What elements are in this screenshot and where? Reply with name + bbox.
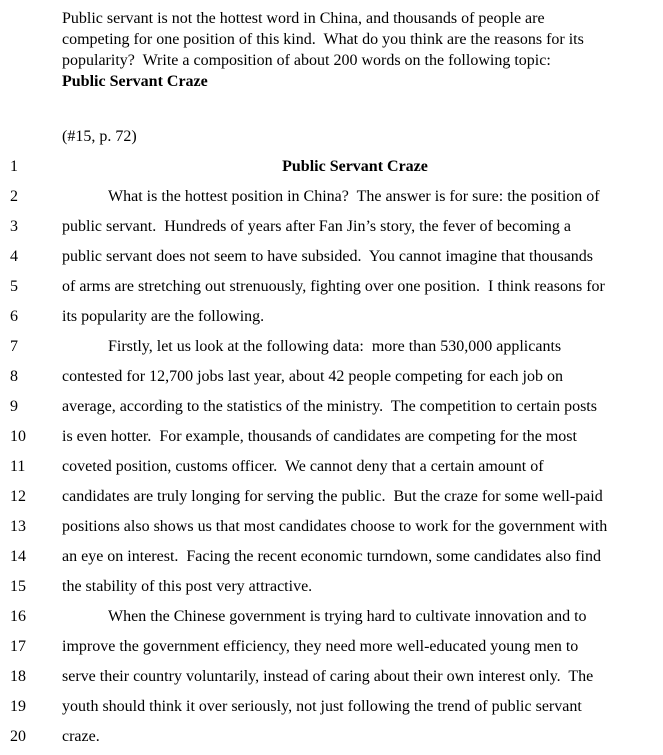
prompt-line: popularity? Write a composition of about 200 words on the following topic:	[62, 52, 551, 69]
essay-line	[0, 722, 663, 752]
line-number: 16	[10, 608, 26, 625]
line-text: public servant does not seem to have subsided. You cannot imagine that thousands	[62, 248, 594, 265]
line-text: youth should think it over seriously, not just following the trend of public servant	[62, 698, 582, 715]
essay-line	[0, 392, 663, 422]
essay-line	[0, 542, 663, 572]
essay-line	[0, 242, 663, 272]
line-number: 6	[10, 308, 18, 325]
line-text: the stability of this post very attractive.	[62, 578, 313, 595]
line-text: contested for 12,700 jobs last year, about 42 people competing for each job on	[62, 368, 563, 385]
essay-line	[0, 572, 663, 602]
essay-line	[0, 302, 663, 332]
line-number: 17	[10, 638, 26, 655]
line-number: 15	[10, 578, 26, 595]
line-number: 18	[10, 668, 26, 685]
line-number: 9	[10, 398, 18, 415]
line-number: 11	[10, 458, 26, 475]
line-number: 20	[10, 728, 26, 745]
line-text: coveted position, customs officer. We cannot deny that a certain amount of	[62, 458, 544, 475]
line-text: improve the government efficiency, they need more well-educated young men to	[62, 638, 579, 655]
prompt-line: Public servant is not the hottest word in China, and thousands of people are	[62, 10, 545, 27]
essay-line	[0, 482, 663, 512]
essay-title: Public Servant Craze	[282, 158, 428, 175]
line-number: 13	[10, 518, 26, 535]
essay-line	[0, 512, 663, 542]
line-number: 10	[10, 428, 26, 445]
essay-line	[0, 332, 663, 362]
prompt-block	[62, 8, 655, 92]
prompt-line: competing for one position of this kind. What do you think are the reasons for its	[62, 31, 584, 48]
line-text: public servant. Hundreds of years after Fan Jin’s story, the fever of becoming a	[62, 218, 572, 235]
line-text: an eye on interest. Facing the recent economic turndown, some candidates also find	[62, 548, 601, 565]
line-number: 5	[10, 278, 18, 295]
line-number: 7	[10, 338, 18, 355]
line-number: 8	[10, 368, 18, 385]
essay-line	[0, 422, 663, 452]
line-text: candidates are truly longing for serving the public. But the craze for some well-paid	[62, 488, 603, 505]
prompt-topic-title: Public Servant Craze	[62, 73, 208, 90]
line-number: 3	[10, 218, 18, 235]
line-text: its popularity are the following.	[62, 308, 265, 325]
line-text: Firstly, let us look at the following data: more than 530,000 applicants	[108, 338, 562, 355]
essay-line	[0, 452, 663, 482]
essay-line	[0, 182, 663, 212]
line-text: average, according to the statistics of the ministry. The competition to certain posts	[62, 398, 597, 415]
essay-block	[0, 152, 663, 752]
essay-line	[0, 212, 663, 242]
line-text: is even hotter. For example, thousands of candidates are competing for the most	[62, 428, 577, 445]
essay-line	[0, 692, 663, 722]
essay-line	[0, 632, 663, 662]
line-number: 4	[10, 248, 18, 265]
essay-line	[0, 662, 663, 692]
line-text: craze.	[62, 728, 100, 745]
essay-line	[0, 362, 663, 392]
essay-line	[0, 152, 663, 182]
line-text: of arms are stretching out strenuously, fighting over one position. I think reasons for	[62, 278, 605, 295]
line-number: 12	[10, 488, 26, 505]
line-number: 2	[10, 188, 18, 205]
line-number: 19	[10, 698, 26, 715]
essay-line	[0, 602, 663, 632]
line-number: 14	[10, 548, 26, 565]
line-text: When the Chinese government is trying hard to cultivate innovation and to	[108, 608, 587, 625]
line-text: serve their country voluntarily, instead of caring about their own interest only. The	[62, 668, 594, 685]
line-number: 1	[10, 158, 18, 175]
line-text: positions also shows us that most candidates choose to work for the government with	[62, 518, 608, 535]
reference-label: (#15, p. 72)	[62, 128, 137, 145]
essay-line	[0, 272, 663, 302]
line-text: What is the hottest position in China? The answer is for sure: the position of	[108, 188, 600, 205]
